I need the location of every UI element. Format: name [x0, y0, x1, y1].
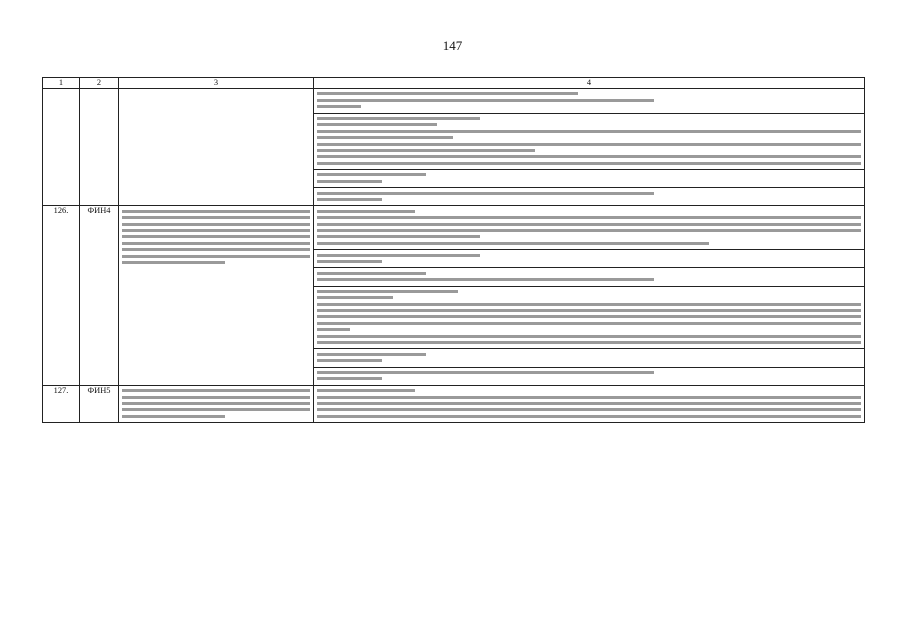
column-header: 3	[119, 78, 314, 89]
text-line-placeholder	[317, 180, 382, 183]
text-line-placeholder	[317, 315, 861, 318]
text-line-placeholder	[317, 162, 861, 165]
details-section	[314, 92, 864, 113]
indicator-details	[314, 385, 865, 422]
text-line-placeholder	[317, 296, 393, 299]
text-line-placeholder	[317, 290, 458, 293]
text-line-placeholder	[317, 402, 861, 405]
text-line-placeholder	[317, 210, 415, 213]
text-line-placeholder	[317, 278, 654, 281]
text-line-placeholder	[122, 408, 310, 411]
text-line-placeholder	[317, 173, 426, 176]
indicator-description	[119, 385, 314, 422]
details-section	[314, 272, 864, 287]
text-line-placeholder	[317, 117, 480, 120]
indicator-description	[119, 89, 314, 206]
text-line-placeholder	[317, 143, 861, 146]
document-table	[42, 77, 865, 423]
text-line-placeholder	[317, 309, 861, 312]
text-line-placeholder	[317, 92, 578, 95]
text-line-placeholder	[317, 155, 861, 158]
table-row	[43, 89, 865, 206]
text-line-placeholder	[317, 223, 861, 226]
row-number	[43, 89, 80, 206]
text-line-placeholder	[317, 235, 480, 238]
text-line-placeholder	[122, 242, 310, 245]
text-line-placeholder	[317, 123, 437, 126]
text-line-placeholder	[317, 216, 861, 219]
row-number: 126.	[43, 206, 80, 385]
table-row	[43, 206, 865, 385]
text-line-placeholder	[122, 255, 310, 258]
text-line-placeholder	[317, 303, 861, 306]
details-section	[314, 389, 864, 422]
row-number: 127.	[43, 385, 80, 422]
text-line-placeholder	[122, 261, 225, 264]
text-line-placeholder	[317, 229, 861, 232]
page-number: 147	[442, 38, 463, 53]
column-header: 2	[80, 78, 119, 89]
text-line-placeholder	[122, 216, 310, 219]
indicator-details	[314, 89, 865, 206]
text-line-placeholder	[317, 105, 361, 108]
text-line-placeholder	[317, 359, 382, 362]
text-line-placeholder	[317, 136, 453, 139]
text-line-placeholder	[317, 341, 861, 344]
text-line-placeholder	[317, 198, 382, 201]
text-line-placeholder	[317, 149, 535, 152]
column-header: 1	[43, 78, 80, 89]
text-line-placeholder	[317, 260, 382, 263]
indicator-details	[314, 206, 865, 385]
text-line-placeholder	[317, 377, 382, 380]
text-line-placeholder	[317, 335, 861, 338]
text-line-placeholder	[122, 402, 310, 405]
text-line-placeholder	[317, 272, 426, 275]
text-line-placeholder	[317, 242, 709, 245]
details-section	[314, 173, 864, 188]
text-line-placeholder	[317, 415, 861, 418]
details-section	[314, 290, 864, 350]
indicator-description	[119, 206, 314, 385]
text-line-placeholder	[317, 254, 480, 257]
text-line-placeholder	[122, 235, 310, 238]
details-section	[314, 353, 864, 368]
text-line-placeholder	[122, 229, 310, 232]
indicator-code: ФИН5	[80, 385, 119, 422]
text-line-placeholder	[317, 322, 861, 325]
text-line-placeholder	[317, 99, 654, 102]
indicator-code	[80, 89, 119, 206]
text-line-placeholder	[317, 396, 861, 399]
details-section	[314, 371, 864, 385]
text-line-placeholder	[122, 223, 310, 226]
details-section	[314, 210, 864, 250]
text-line-placeholder	[317, 130, 861, 133]
indicator-code: ФИН4	[80, 206, 119, 385]
text-line-placeholder	[317, 389, 415, 392]
table-header-row	[43, 78, 865, 89]
text-line-placeholder	[122, 396, 310, 399]
text-line-placeholder	[317, 408, 861, 411]
text-line-placeholder	[122, 389, 310, 392]
table-row	[43, 385, 865, 422]
text-line-placeholder	[317, 192, 654, 195]
text-line-placeholder	[317, 353, 426, 356]
text-line-placeholder	[317, 328, 350, 331]
details-section	[314, 192, 864, 206]
text-line-placeholder	[122, 415, 225, 418]
column-header: 4	[314, 78, 865, 89]
details-section	[314, 254, 864, 269]
text-line-placeholder	[317, 371, 654, 374]
text-line-placeholder	[122, 210, 310, 213]
details-section	[314, 117, 864, 170]
text-line-placeholder	[122, 248, 310, 251]
